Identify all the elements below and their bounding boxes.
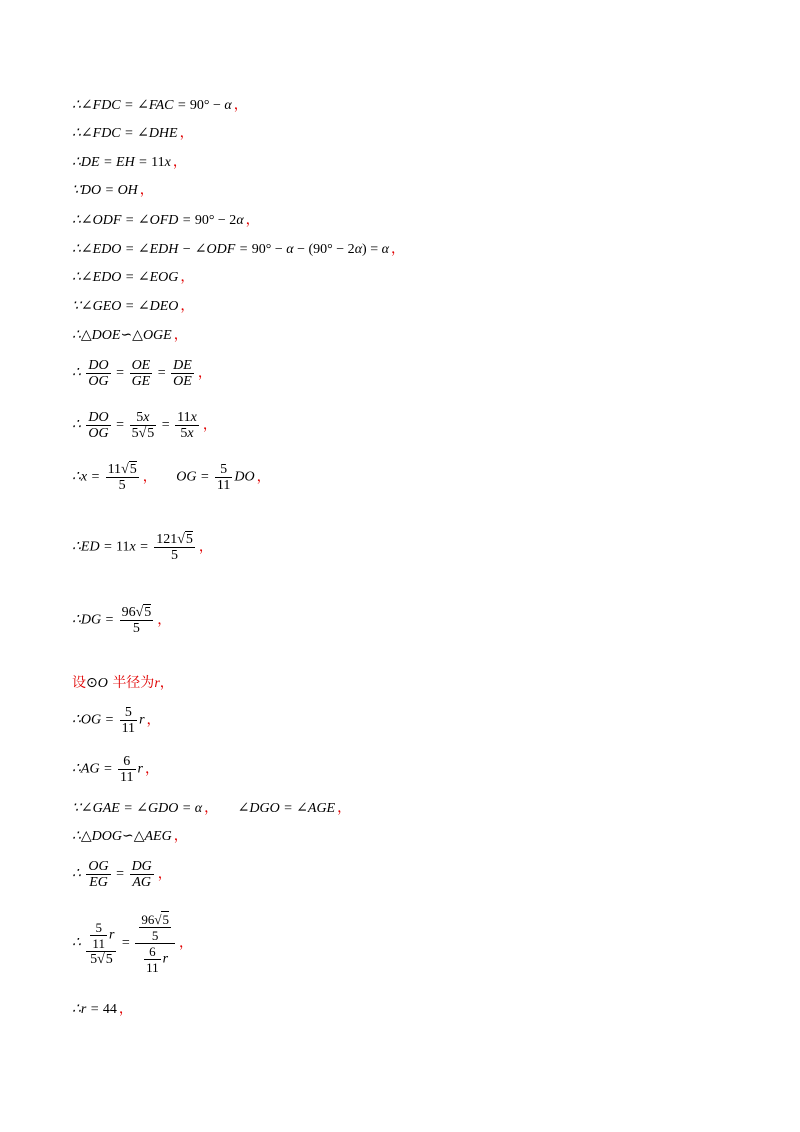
line-13: ∴ED = 11x = $\frac{121√5}{5}$ ，: [72, 532, 213, 563]
line-15: 设⊙O 半径为r，: [72, 675, 174, 691]
line-6: ∴∠EDO = ∠EDH − ∠ODF = 90° − α − (90° − 2α) = α ，: [72, 242, 405, 257]
line-17: ∴AG = $\frac{6}{11}$ r ，: [72, 754, 159, 785]
line-10: ∴ $\frac{DO}{OG}$ = $\frac{OE}{GE}$ = $\frac{DE}{OE}$ ，: [72, 358, 212, 389]
line-5: ∴∠ODF = ∠OFD = 90° − 2α ，: [72, 213, 260, 228]
line-20: ∴ $\frac{OG}{EG}$ = $\frac{DG}{AG}$ ，: [72, 859, 172, 890]
line-19: ∴△DOG∽△AEG ，: [72, 829, 188, 844]
line-21: ∴ $\frac{5}{11}$ r 5√5 = $\frac{96√5}{5}$ $\frac{6}{11}$ r ，: [72, 912, 193, 975]
line-22: ∴r = 44 ，: [72, 1002, 133, 1017]
line-12: ∴x = $\frac{11√5}{5}$ ， OG = $\frac{5}{11}$ DO ，: [72, 462, 271, 493]
line-4: ∵DO = OH ，: [72, 183, 154, 198]
line-1: ∴∠FDC = ∠FAC = 90° − α ，: [72, 98, 248, 113]
line-11: ∴ $\frac{DO}{OG}$ = $\frac{5x}{5√5}$ = $\frac{11x}{5x}$ ，: [72, 410, 217, 441]
line-18: ∵∠GAE = ∠GDO = α ， ∠DGO = ∠AGE ，: [72, 801, 352, 816]
line-9: ∴△DOE∽△OGE ，: [72, 328, 188, 343]
line-8: ∵∠GEO = ∠DEO ，: [72, 299, 195, 314]
line-3: ∴DE = EH = 11x ，: [72, 155, 187, 170]
line-2: ∴∠FDC = ∠DHE ，: [72, 126, 194, 141]
line-14: ∴DG = $\frac{96√5}{5}$ ，: [72, 605, 172, 636]
line-16: ∴OG = $\frac{5}{11}$ r ，: [72, 705, 161, 736]
line-7: ∴∠EDO = ∠EOG ，: [72, 270, 195, 285]
